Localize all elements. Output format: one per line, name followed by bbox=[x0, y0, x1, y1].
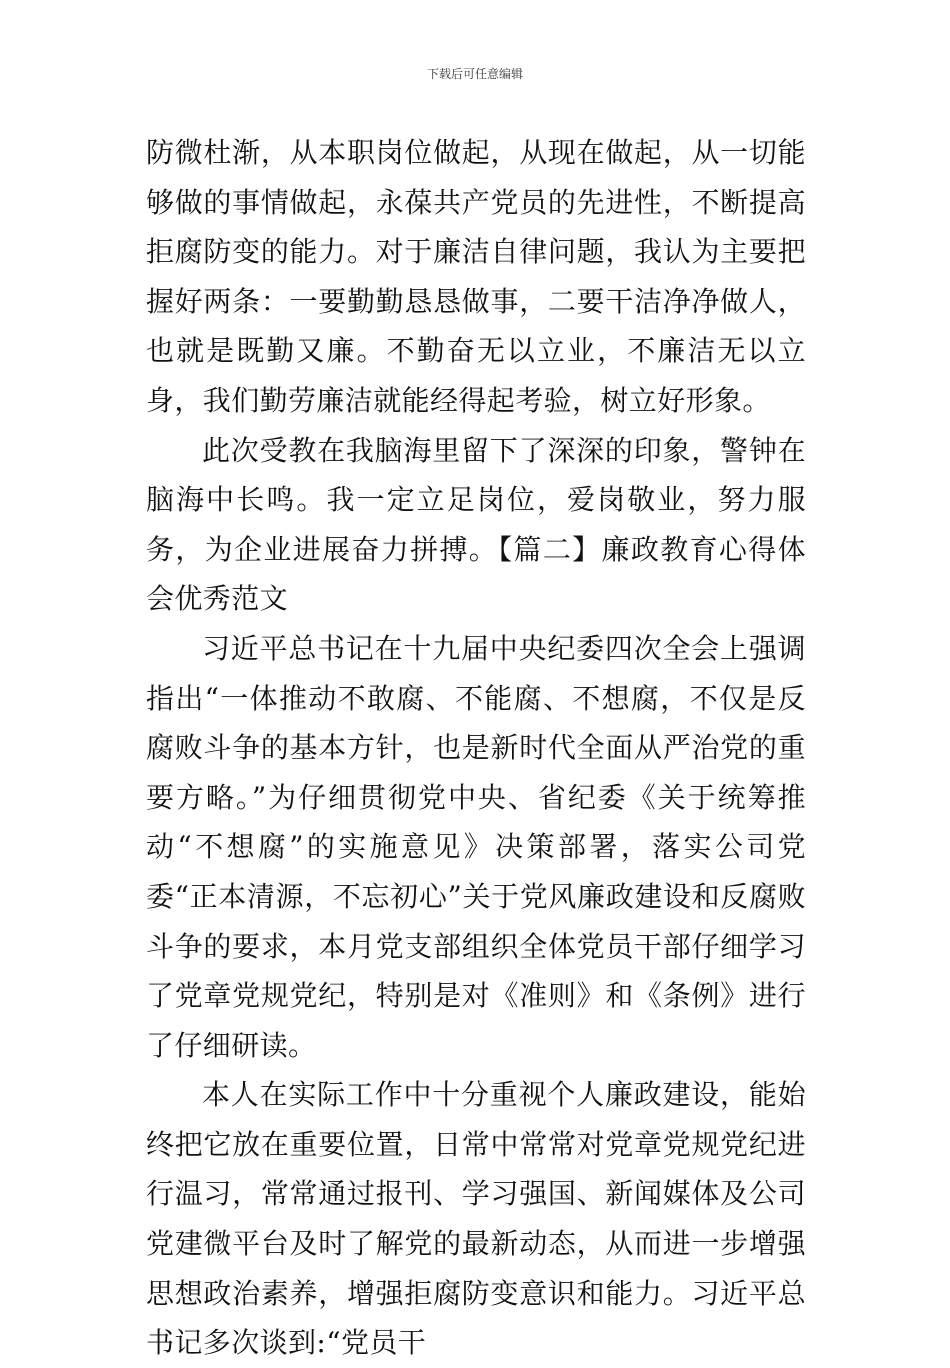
document-body bbox=[146, 128, 806, 1368]
paragraph-1: 防微杜渐，从本职岗位做起，从现在做起，从一切能够做的事情做起，永葆共产党员的先进性，不断提高拒腐防变的能力。对于廉洁自律问题，我认为主要把握好两条：一要勤勤恳恳做事，二要干洁净净做人，也就是既勤又廉。不勤奋无以立业，不廉洁无以立身，我们勤劳廉洁就能经得起考验，树立好形象。 bbox=[146, 136, 806, 417]
paragraph-3: 习近平总书记在十九届中央纪委四次全会上强调指出“一体推动不敢腐、不能腐、不想腐，不仅是反腐败斗争的基本方针，也是新时代全面从严治党的重要方略。”为仔细贯彻党中央、省纪委《关于统筹推动“不想腐”的实施意见》决策部署，落实公司党委“正本清源，不忘初心”关于党风廉政建设和反腐败斗争的要求，本月党支部组织全体党员干部仔细学习了党章党规党纪，特别是对《准则》和《条例》进行了仔细研读。 bbox=[146, 631, 806, 1062]
page-header-note: 下载后可任意编辑 bbox=[426, 67, 523, 81]
paragraph-2: 此次受教在我脑海里留下了深深的印象，警钟在脑海中长鸣。我一定立足岗位，爱岗敬业，努力服务，为企业进展奋力拼搏。【篇二】廉政教育心得体会优秀范文 bbox=[146, 433, 806, 616]
paragraph-4: 本人在实际工作中十分重视个人廉政建设，能始终把它放在重要位置，日常中常常对党章党规党纪进行温习，常常通过报刊、学习强国、新闻媒体及公司党建微平台及时了解党的最新动态，从而进一步增强思想政治素养，增强拒腐防变意识和能力。习近平总书记多次谈到:“党员干 bbox=[146, 1078, 806, 1360]
